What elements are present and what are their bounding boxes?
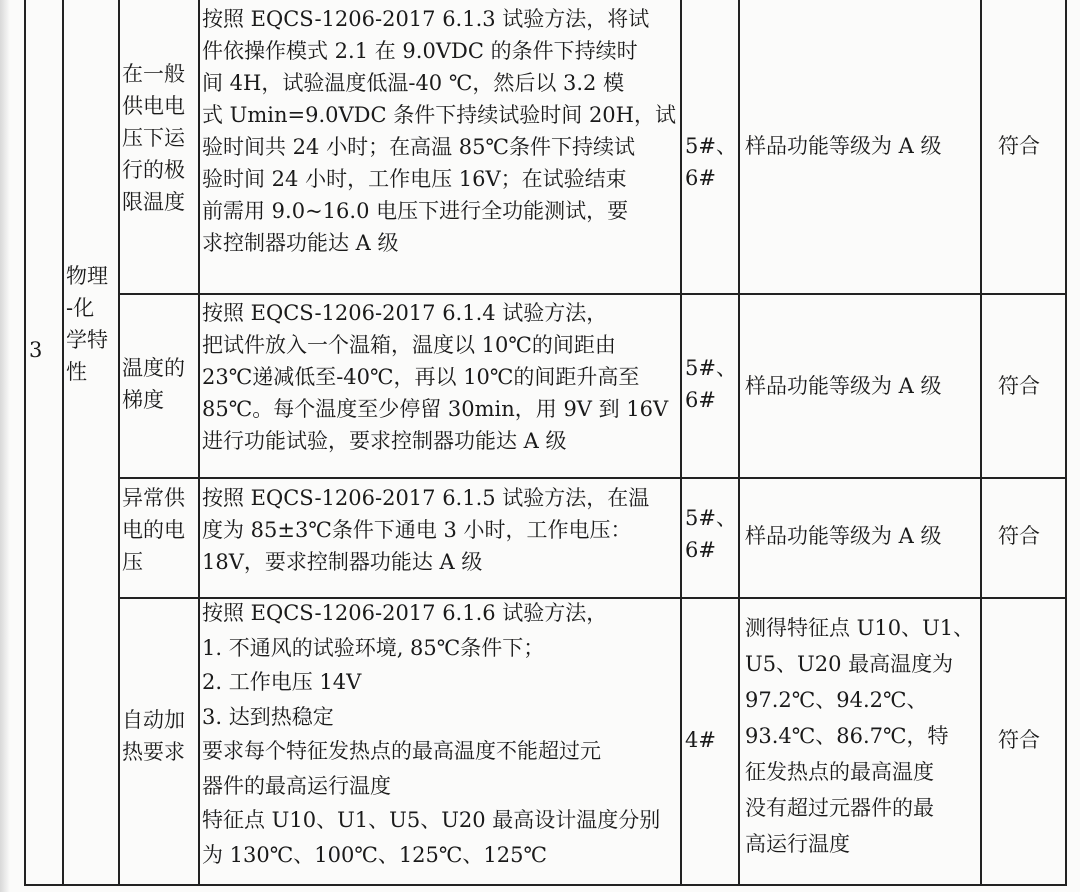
row2-result-cell: 样品功能等级为 A 级: [745, 374, 942, 398]
row1-conclusion-cell: 符合: [998, 134, 1040, 158]
col-divider-6: [980, 0, 982, 886]
row3-result-cell: 样品功能等级为 A 级: [745, 524, 942, 548]
row2-item-cell: 温度的 梯度: [122, 356, 185, 412]
row2-sample-cell: 5#、 6#: [685, 356, 737, 412]
item-index-cell: 3: [29, 338, 43, 362]
table-border-right: [1065, 0, 1067, 886]
table-border-bottom: [24, 884, 1067, 886]
row2-conclusion-cell: 符合: [998, 374, 1040, 398]
row4-result-cell: 测得特征点 U10、U1、 U5、U20 最高温度为 97.2℃、94.2℃、 93.4℃、86.7℃，特 征发热点的最高温度 没有超过元器件的最 高运行温度: [745, 616, 975, 856]
row4-conclusion-cell: 符合: [998, 728, 1040, 752]
row4-item-cell: 自动加 热要求: [122, 708, 185, 764]
category-cell: 物理 -化 学特 性: [66, 264, 108, 384]
row1-sample-cell: 5#、 6#: [685, 134, 737, 190]
row-divider-2: [118, 477, 1067, 479]
table-border-left: [24, 0, 26, 886]
row-divider-1: [118, 293, 1067, 295]
row1-method-cell: 按照 EQCS-1206-2017 6.1.3 试验方法，将试 件依操作模式 2.1 在 9.0VDC 的条件下持续时 间 4H，试验温度低温-40 ℃，然后以 3.2 模 式 Umin=9.0VDC 条件下持续试验时间 20H，试 验时间共 24 小时；在高温 85℃条件下持续试 验时间 24 小时，工作电压 16V；在试验结束 前需用 9.0~16.0 电压下进行全功能测试，要 求控制器功能达 A 级: [202, 7, 676, 255]
row3-sample-cell: 5#、 6#: [685, 506, 737, 562]
row4-sample-cell: 4#: [685, 728, 716, 752]
row3-method-cell: 按照 EQCS-1206-2017 6.1.5 试验方法，在温 度为 85±3℃条件下通电 3 小时，工作电压： 18V，要求控制器功能达 A 级: [202, 486, 650, 574]
row1-item-cell: 在一般 供电电 压下运 行的极 限温度: [122, 62, 185, 214]
col-divider-3: [198, 0, 200, 886]
row3-item-cell: 异常供 电的电 压: [122, 486, 185, 574]
col-divider-1: [62, 0, 64, 886]
row2-method-cell: 按照 EQCS-1206-2017 6.1.4 试验方法， 把试件放入一个温箱，温度以 10℃的间距由 23℃递减低至-40℃，再以 10℃的间距升高至 85℃。每个温度至少停留 30min，用 9V 到 16V 进行功能试验，要求控制器功能达 A 级: [202, 301, 669, 453]
row3-conclusion-cell: 符合: [998, 524, 1040, 548]
col-divider-5: [738, 0, 740, 886]
row4-method-cell: 按照 EQCS-1206-2017 6.1.6 试验方法， 1. 不通风的试验环境, 85℃条件下； 2. 工作电压 14V 3. 达到热稳定 要求每个特征发热点的最高温度不能超过元 器件的最高运行温度 特征点 U10、U1、U5、U20 最高设计温度分别 为 130℃、100℃、125℃、125℃: [202, 601, 661, 867]
row1-result-cell: 样品功能等级为 A 级: [745, 134, 942, 158]
col-divider-2: [118, 0, 120, 886]
